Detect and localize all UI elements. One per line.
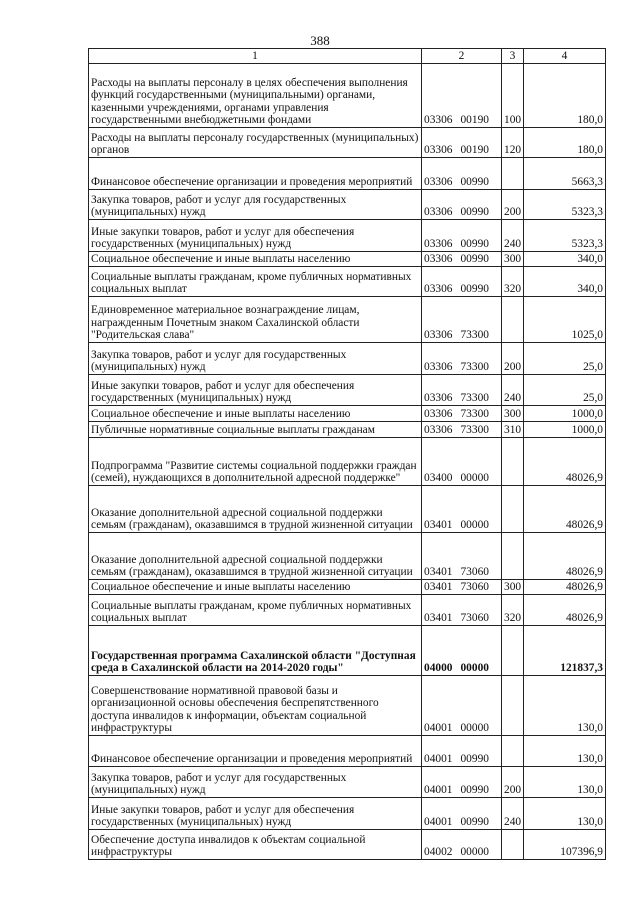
row-amount: 130,0 <box>524 736 606 767</box>
row-expense-type: 200 <box>502 767 524 798</box>
table-row <box>89 343 606 375</box>
row-expense-type <box>502 830 524 860</box>
row-code <box>422 533 502 580</box>
row-code-program: 03306 <box>424 329 453 342</box>
row-amount: 48026,9 <box>524 438 606 486</box>
row-name: Совершенствование нормативной правовой базы и организационной основы обеспечения беспрепятственного доступа инвалидов к информации, объектам социальной инфраструктуры <box>89 676 422 736</box>
table-row <box>89 406 606 422</box>
row-code-program: 03306 <box>424 408 453 421</box>
row-code-program: 03306 <box>424 238 453 251</box>
table-row <box>89 190 606 220</box>
row-amount: 48026,9 <box>524 533 606 580</box>
row-code-direction: 00000 <box>460 846 489 859</box>
table-row <box>89 580 606 595</box>
row-code <box>422 422 502 438</box>
table-row <box>89 128 606 158</box>
row-expense-type: 240 <box>502 220 524 252</box>
row-amount: 340,0 <box>524 252 606 267</box>
row-name: Социальное обеспечение и иные выплаты населению <box>89 580 422 595</box>
row-name: Иные закупки товаров, работ и услуг для обеспечения государственных (муниципальных) нужд <box>89 375 422 406</box>
row-amount: 1000,0 <box>524 406 606 422</box>
row-name: Финансовое обеспечение организации и проведения мероприятий <box>89 736 422 767</box>
row-expense-type <box>502 533 524 580</box>
header-row <box>89 49 606 64</box>
row-amount: 48026,9 <box>524 595 606 626</box>
row-code <box>422 798 502 830</box>
row-name: Обеспечение доступа инвалидов к объектам социальной инфраструктуры <box>89 830 422 860</box>
header-col-1: 1 <box>89 49 422 64</box>
row-expense-type <box>502 736 524 767</box>
row-code <box>422 64 502 128</box>
row-code <box>422 676 502 736</box>
row-code-direction: 00990 <box>460 176 489 189</box>
row-expense-type: 300 <box>502 406 524 422</box>
table-row <box>89 297 606 343</box>
row-name: Расходы на выплаты персоналу государственных (муниципальных) органов <box>89 128 422 158</box>
row-expense-type <box>502 626 524 676</box>
row-name: Социальные выплаты гражданам, кроме публичных нормативных социальных выплат <box>89 595 422 626</box>
row-code-direction: 00000 <box>460 519 489 532</box>
row-name: Иные закупки товаров, работ и услуг для обеспечения государственных (муниципальных) нужд <box>89 220 422 252</box>
table-row <box>89 422 606 438</box>
row-code-program: 03306 <box>424 361 453 374</box>
row-code-direction: 00990 <box>460 753 489 766</box>
row-code-direction: 73300 <box>460 329 489 342</box>
row-expense-type <box>502 676 524 736</box>
row-code-direction: 00000 <box>460 472 489 485</box>
row-code <box>422 595 502 626</box>
row-amount: 1000,0 <box>524 422 606 438</box>
row-code-program: 03401 <box>424 612 453 625</box>
row-code-program: 03306 <box>424 176 453 189</box>
table-row <box>89 220 606 252</box>
table-row <box>89 676 606 736</box>
row-name: Оказание дополнительной адресной социальной поддержки семьям (гражданам), оказавшимся в трудной жизненной ситуации <box>89 486 422 533</box>
row-name: Публичные нормативные социальные выплаты гражданам <box>89 422 422 438</box>
row-code-direction: 00990 <box>460 206 489 219</box>
row-code-direction: 00000 <box>460 662 489 675</box>
row-code-program: 04002 <box>424 846 453 859</box>
row-code-program: 03400 <box>424 472 453 485</box>
row-code-program: 04001 <box>424 816 453 829</box>
row-name: Социальное обеспечение и иные выплаты населению <box>89 406 422 422</box>
row-expense-type <box>502 486 524 533</box>
table-row <box>89 267 606 297</box>
row-code-direction: 73300 <box>460 408 489 421</box>
row-amount: 107396,9 <box>524 830 606 860</box>
row-code-direction: 73060 <box>460 612 489 625</box>
table-row <box>89 252 606 267</box>
table-row <box>89 486 606 533</box>
row-code-program: 03306 <box>424 253 453 266</box>
row-amount: 5323,3 <box>524 190 606 220</box>
table-row <box>89 438 606 486</box>
row-expense-type: 310 <box>502 422 524 438</box>
row-code-program: 04001 <box>424 722 453 735</box>
row-expense-type: 120 <box>502 128 524 158</box>
row-name: Социальное обеспечение и иные выплаты населению <box>89 252 422 267</box>
row-amount: 340,0 <box>524 267 606 297</box>
row-code-direction: 00190 <box>460 114 489 127</box>
row-name: Социальные выплаты гражданам, кроме публичных нормативных социальных выплат <box>89 267 422 297</box>
row-code <box>422 190 502 220</box>
row-code-direction: 73060 <box>460 566 489 579</box>
row-code-program: 03306 <box>424 206 453 219</box>
row-code <box>422 252 502 267</box>
row-amount: 48026,9 <box>524 486 606 533</box>
row-code-program: 03401 <box>424 566 453 579</box>
row-code-program: 03306 <box>424 283 453 296</box>
table-row <box>89 767 606 798</box>
row-code <box>422 767 502 798</box>
row-code-program: 04000 <box>424 662 453 675</box>
row-code-program: 04001 <box>424 753 453 766</box>
header-col-4: 4 <box>524 49 606 64</box>
row-name: Подпрограмма "Развитие системы социальной поддержки граждан (семей), нуждающихся в дополнительной адресной поддержке" <box>89 438 422 486</box>
row-amount: 1025,0 <box>524 297 606 343</box>
row-name: Закупка товаров, работ и услуг для государственных (муниципальных) нужд <box>89 767 422 798</box>
header-col-3: 3 <box>502 49 524 64</box>
row-code-direction: 73300 <box>460 392 489 405</box>
row-code-program: 03401 <box>424 581 453 594</box>
row-code <box>422 580 502 595</box>
row-name: Иные закупки товаров, работ и услуг для обеспечения государственных (муниципальных) нужд <box>89 798 422 830</box>
row-code-program: 03306 <box>424 114 453 127</box>
row-code <box>422 830 502 860</box>
row-code <box>422 375 502 406</box>
row-code <box>422 343 502 375</box>
row-expense-type: 240 <box>502 375 524 406</box>
row-expense-type <box>502 438 524 486</box>
row-amount: 130,0 <box>524 798 606 830</box>
row-expense-type: 200 <box>502 343 524 375</box>
row-code-direction: 00990 <box>460 283 489 296</box>
page-number: 388 <box>310 33 330 48</box>
row-code <box>422 486 502 533</box>
row-amount: 130,0 <box>524 676 606 736</box>
row-expense-type: 200 <box>502 190 524 220</box>
row-expense-type: 320 <box>502 595 524 626</box>
row-expense-type: 240 <box>502 798 524 830</box>
row-code <box>422 158 502 190</box>
row-amount: 180,0 <box>524 64 606 128</box>
row-code-direction: 00990 <box>460 816 489 829</box>
row-name: Государственная программа Сахалинской области "Доступная среда в Сахалинской области на 2014-2020 годы" <box>89 626 422 676</box>
row-amount: 121837,3 <box>524 626 606 676</box>
table-row <box>89 830 606 860</box>
row-code <box>422 438 502 486</box>
row-amount: 5663,3 <box>524 158 606 190</box>
row-amount: 25,0 <box>524 375 606 406</box>
row-code <box>422 626 502 676</box>
row-name: Расходы на выплаты персоналу в целях обеспечения выполнения функций государственными (муниципальными) органами, казенными учреждениями, органами управления государственными внебюджетными фондами <box>89 64 422 128</box>
row-expense-type: 100 <box>502 64 524 128</box>
table-row <box>89 736 606 767</box>
row-code-program: 03401 <box>424 519 453 532</box>
row-amount: 48026,9 <box>524 580 606 595</box>
row-code-program: 03306 <box>424 392 453 405</box>
row-amount: 25,0 <box>524 343 606 375</box>
table-row <box>89 533 606 580</box>
row-code-program: 04001 <box>424 784 453 797</box>
budget-table <box>88 48 606 860</box>
table-row <box>89 626 606 676</box>
row-expense-type: 320 <box>502 267 524 297</box>
row-code-program: 03306 <box>424 144 453 157</box>
row-code-direction: 00000 <box>460 722 489 735</box>
row-code <box>422 267 502 297</box>
row-name: Финансовое обеспечение организации и проведения мероприятий <box>89 158 422 190</box>
row-name: Закупка товаров, работ и услуг для государственных (муниципальных) нужд <box>89 190 422 220</box>
table-row <box>89 64 606 128</box>
table-row <box>89 595 606 626</box>
row-code-direction: 73300 <box>460 361 489 374</box>
row-name: Оказание дополнительной адресной социальной поддержки семьям (гражданам), оказавшимся в трудной жизненной ситуации <box>89 533 422 580</box>
row-expense-type <box>502 158 524 190</box>
row-amount: 180,0 <box>524 128 606 158</box>
table-row <box>89 375 606 406</box>
row-code-direction: 00190 <box>460 144 489 157</box>
row-code-direction: 73300 <box>460 424 489 437</box>
table-row <box>89 798 606 830</box>
row-name: Закупка товаров, работ и услуг для государственных (муниципальных) нужд <box>89 343 422 375</box>
row-code-direction: 00990 <box>460 784 489 797</box>
row-code <box>422 406 502 422</box>
row-amount: 5323,3 <box>524 220 606 252</box>
row-code-direction: 73060 <box>460 581 489 594</box>
row-code-direction: 00990 <box>460 238 489 251</box>
header-col-2: 2 <box>422 49 502 64</box>
row-code <box>422 128 502 158</box>
row-expense-type: 300 <box>502 580 524 595</box>
row-code-direction: 00990 <box>460 253 489 266</box>
row-code <box>422 736 502 767</box>
row-amount: 130,0 <box>524 767 606 798</box>
row-code-program: 03306 <box>424 424 453 437</box>
row-name: Единовременное материальное вознаграждение лицам, награжденным Почетным знаком Сахалинской области "Родительская слава" <box>89 297 422 343</box>
row-expense-type <box>502 297 524 343</box>
row-expense-type: 300 <box>502 252 524 267</box>
table-row <box>89 158 606 190</box>
row-code <box>422 297 502 343</box>
row-code <box>422 220 502 252</box>
